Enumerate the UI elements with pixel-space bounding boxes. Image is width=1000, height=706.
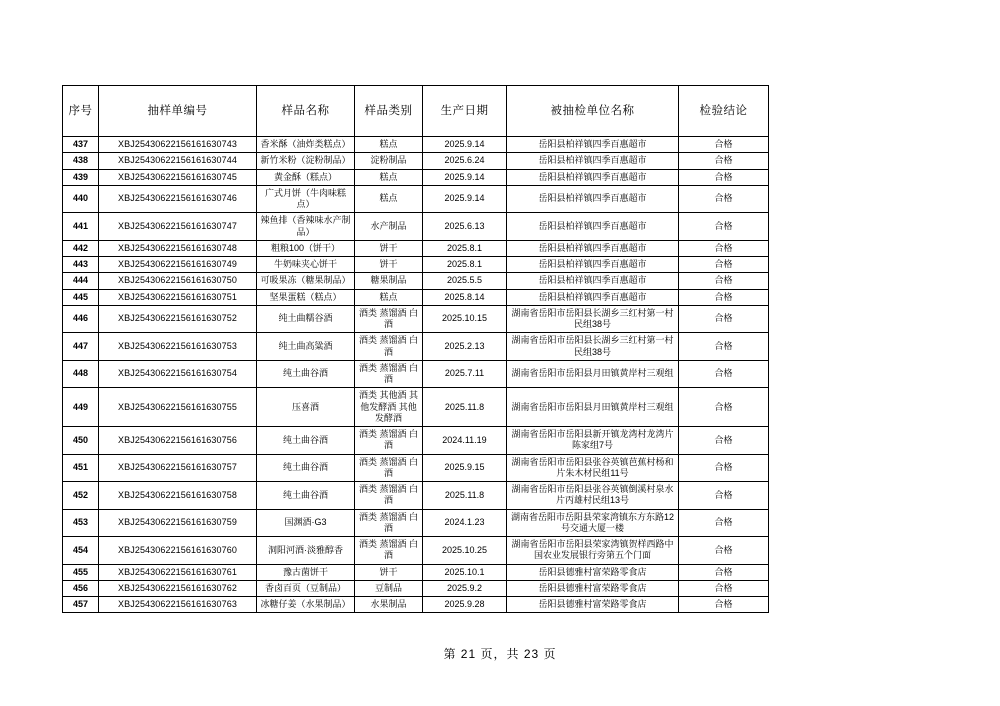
cell-inspected-unit: 湖南省岳阳市岳阳县长湖乡三红村第一村民组38号 <box>507 333 679 361</box>
cell-inspected-unit: 湖南省岳阳市岳阳县张谷英镇倒溪村泉水片丙雄村民组13号 <box>507 482 679 510</box>
table-row <box>63 360 769 388</box>
cell-production-date: 2025.9.14 <box>423 169 507 185</box>
cell-index: 438 <box>63 153 99 169</box>
cell-index: 455 <box>63 564 99 580</box>
cell-sample-name: 洞阳河酒·淡雅醇香 <box>257 537 355 565</box>
cell-sample-name: 牛奶味夹心饼干 <box>257 257 355 273</box>
column-header-inspected-unit: 被抽检单位名称 <box>507 86 679 137</box>
cell-inspected-unit: 湖南省岳阳市岳阳县月田镇黄岸村三观组 <box>507 360 679 388</box>
cell-sample-name: 纯土曲谷酒 <box>257 482 355 510</box>
cell-sampling-number: XBJ25430622156161630754 <box>99 360 257 388</box>
cell-sample-name: 豫古菌饼干 <box>257 564 355 580</box>
cell-sample-name: 可吸果冻（糖果制品） <box>257 273 355 289</box>
cell-sample-name: 广式月饼（牛肉味糕点） <box>257 185 355 213</box>
cell-inspected-unit: 岳阳县柏祥镇四季百惠超市 <box>507 273 679 289</box>
cell-conclusion: 合格 <box>679 305 769 333</box>
cell-inspected-unit: 湖南省岳阳市岳阳县荣家湾镇东方东路12号交通大厦一楼 <box>507 509 679 537</box>
cell-index: 440 <box>63 185 99 213</box>
cell-inspected-unit: 岳阳县德雅村富荣路零食店 <box>507 564 679 580</box>
cell-sampling-number: XBJ25430622156161630748 <box>99 240 257 256</box>
cell-sample-name: 香卤百页（豆制品） <box>257 580 355 596</box>
table-row <box>63 257 769 273</box>
cell-sample-category: 水果制品 <box>355 597 423 613</box>
cell-production-date: 2025.9.15 <box>423 454 507 482</box>
cell-inspected-unit: 岳阳县柏祥镇四季百惠超市 <box>507 137 679 153</box>
inspection-results-table <box>62 85 769 613</box>
cell-index: 457 <box>63 597 99 613</box>
table-row <box>63 454 769 482</box>
cell-sample-category: 糕点 <box>355 185 423 213</box>
table-row <box>63 564 769 580</box>
cell-production-date: 2025.8.1 <box>423 240 507 256</box>
cell-sample-category: 饼干 <box>355 257 423 273</box>
table-header-row <box>63 86 769 137</box>
cell-production-date: 2025.8.1 <box>423 257 507 273</box>
cell-sampling-number: XBJ25430622156161630745 <box>99 169 257 185</box>
cell-index: 456 <box>63 580 99 596</box>
cell-sample-category: 酒类 蒸馏酒 白酒 <box>355 509 423 537</box>
table-row <box>63 509 769 537</box>
table-row <box>63 482 769 510</box>
cell-sample-name: 新竹米粉（淀粉制品） <box>257 153 355 169</box>
cell-index: 444 <box>63 273 99 289</box>
column-header-sample-category: 样品类别 <box>355 86 423 137</box>
cell-inspected-unit: 岳阳县柏祥镇四季百惠超市 <box>507 213 679 241</box>
column-header-conclusion: 检验结论 <box>679 86 769 137</box>
cell-sample-category: 淀粉制品 <box>355 153 423 169</box>
table-row <box>63 333 769 361</box>
cell-sampling-number: XBJ25430622156161630743 <box>99 137 257 153</box>
cell-sample-name: 黄金酥（糕点） <box>257 169 355 185</box>
cell-sampling-number: XBJ25430622156161630747 <box>99 213 257 241</box>
cell-production-date: 2024.1.23 <box>423 509 507 537</box>
cell-inspected-unit: 湖南省岳阳市岳阳县月田镇黄岸村三观组 <box>507 388 679 427</box>
cell-conclusion: 合格 <box>679 289 769 305</box>
cell-sample-category: 酒类 蒸馏酒 白酒 <box>355 537 423 565</box>
cell-sampling-number: XBJ25430622156161630752 <box>99 305 257 333</box>
table-row <box>63 597 769 613</box>
cell-sampling-number: XBJ25430622156161630762 <box>99 580 257 596</box>
cell-sample-name: 冰糖仔姜（水果制品） <box>257 597 355 613</box>
cell-sample-name: 辣鱼排（香辣味水产制品） <box>257 213 355 241</box>
table-row <box>63 580 769 596</box>
cell-production-date: 2025.6.24 <box>423 153 507 169</box>
cell-conclusion: 合格 <box>679 454 769 482</box>
cell-production-date: 2025.5.5 <box>423 273 507 289</box>
table-row <box>63 537 769 565</box>
cell-sample-name: 纯土曲谷酒 <box>257 427 355 455</box>
cell-sampling-number: XBJ25430622156161630759 <box>99 509 257 537</box>
cell-sample-category: 酒类 蒸馏酒 白酒 <box>355 333 423 361</box>
cell-sampling-number: XBJ25430622156161630758 <box>99 482 257 510</box>
cell-conclusion: 合格 <box>679 273 769 289</box>
cell-conclusion: 合格 <box>679 240 769 256</box>
cell-sample-name: 纯土曲谷酒 <box>257 454 355 482</box>
cell-index: 449 <box>63 388 99 427</box>
cell-inspected-unit: 岳阳县柏祥镇四季百惠超市 <box>507 153 679 169</box>
table-row <box>63 289 769 305</box>
table-row <box>63 185 769 213</box>
cell-conclusion: 合格 <box>679 427 769 455</box>
cell-sample-name: 纯土曲糯谷酒 <box>257 305 355 333</box>
cell-conclusion: 合格 <box>679 333 769 361</box>
cell-index: 437 <box>63 137 99 153</box>
cell-conclusion: 合格 <box>679 137 769 153</box>
cell-production-date: 2025.11.8 <box>423 482 507 510</box>
cell-production-date: 2025.8.14 <box>423 289 507 305</box>
cell-inspected-unit: 湖南省岳阳市岳阳县张谷英镇芭蕉村杨和片朱木材民组11号 <box>507 454 679 482</box>
cell-index: 450 <box>63 427 99 455</box>
cell-sample-category: 酒类 蒸馏酒 白酒 <box>355 360 423 388</box>
cell-sample-category: 水产制品 <box>355 213 423 241</box>
cell-inspected-unit: 岳阳县德雅村富荣路零食店 <box>507 580 679 596</box>
cell-inspected-unit: 湖南省岳阳市岳阳县新开镇龙湾村龙湾片陈家组7号 <box>507 427 679 455</box>
cell-production-date: 2025.10.1 <box>423 564 507 580</box>
cell-sample-name: 香米酥（油炸类糕点） <box>257 137 355 153</box>
cell-sampling-number: XBJ25430622156161630753 <box>99 333 257 361</box>
cell-production-date: 2025.9.14 <box>423 137 507 153</box>
cell-sample-name: 坚果蛋糕（糕点） <box>257 289 355 305</box>
table-row <box>63 388 769 427</box>
cell-sampling-number: XBJ25430622156161630744 <box>99 153 257 169</box>
cell-production-date: 2025.2.13 <box>423 333 507 361</box>
cell-conclusion: 合格 <box>679 597 769 613</box>
cell-inspected-unit: 岳阳县柏祥镇四季百惠超市 <box>507 257 679 273</box>
cell-sample-category: 糕点 <box>355 169 423 185</box>
inspection-table-container <box>62 85 768 613</box>
cell-conclusion: 合格 <box>679 482 769 510</box>
cell-conclusion: 合格 <box>679 388 769 427</box>
cell-inspected-unit: 岳阳县德雅村富荣路零食店 <box>507 597 679 613</box>
cell-index: 452 <box>63 482 99 510</box>
cell-sample-name: 国渊酒·G3 <box>257 509 355 537</box>
cell-index: 453 <box>63 509 99 537</box>
cell-sampling-number: XBJ25430622156161630755 <box>99 388 257 427</box>
cell-sampling-number: XBJ25430622156161630750 <box>99 273 257 289</box>
column-header-sample-name: 样品名称 <box>257 86 355 137</box>
cell-conclusion: 合格 <box>679 153 769 169</box>
cell-production-date: 2025.9.28 <box>423 597 507 613</box>
cell-index: 451 <box>63 454 99 482</box>
cell-sample-category: 糕点 <box>355 289 423 305</box>
cell-conclusion: 合格 <box>679 580 769 596</box>
cell-sample-name: 粗粮100（饼干） <box>257 240 355 256</box>
cell-sample-category: 糖果制品 <box>355 273 423 289</box>
column-header-production-date: 生产日期 <box>423 86 507 137</box>
page-footer: 第 21 页，共 23 页 <box>443 647 557 661</box>
cell-sample-category: 酒类 蒸馏酒 白酒 <box>355 305 423 333</box>
cell-conclusion: 合格 <box>679 257 769 273</box>
cell-production-date: 2025.7.11 <box>423 360 507 388</box>
cell-sampling-number: XBJ25430622156161630763 <box>99 597 257 613</box>
cell-index: 443 <box>63 257 99 273</box>
cell-conclusion: 合格 <box>679 360 769 388</box>
cell-sample-category: 酒类 蒸馏酒 白酒 <box>355 482 423 510</box>
cell-conclusion: 合格 <box>679 185 769 213</box>
table-row <box>63 273 769 289</box>
table-row <box>63 169 769 185</box>
cell-sampling-number: XBJ25430622156161630757 <box>99 454 257 482</box>
cell-conclusion: 合格 <box>679 564 769 580</box>
cell-inspected-unit: 岳阳县柏祥镇四季百惠超市 <box>507 185 679 213</box>
cell-inspected-unit: 湖南省岳阳市岳阳县荣家湾镇贺样西路中国农业发展银行旁第五个门面 <box>507 537 679 565</box>
cell-inspected-unit: 岳阳县柏祥镇四季百惠超市 <box>507 289 679 305</box>
cell-sample-category: 饼干 <box>355 240 423 256</box>
cell-index: 454 <box>63 537 99 565</box>
cell-sampling-number: XBJ25430622156161630760 <box>99 537 257 565</box>
cell-sample-name: 纯土曲谷酒 <box>257 360 355 388</box>
table-row <box>63 427 769 455</box>
column-header-sampling-number: 抽样单编号 <box>99 86 257 137</box>
cell-production-date: 2025.11.8 <box>423 388 507 427</box>
cell-index: 448 <box>63 360 99 388</box>
cell-sample-category: 酒类 蒸馏酒 白酒 <box>355 427 423 455</box>
table-body <box>63 137 769 613</box>
cell-inspected-unit: 岳阳县柏祥镇四季百惠超市 <box>507 169 679 185</box>
table-row <box>63 153 769 169</box>
cell-sample-name: 纯土曲高粱酒 <box>257 333 355 361</box>
table-row <box>63 240 769 256</box>
cell-production-date: 2025.9.14 <box>423 185 507 213</box>
cell-sampling-number: XBJ25430622156161630751 <box>99 289 257 305</box>
cell-inspected-unit: 湖南省岳阳市岳阳县长湖乡三红村第一村民组38号 <box>507 305 679 333</box>
table-row <box>63 305 769 333</box>
cell-sample-category: 豆制品 <box>355 580 423 596</box>
cell-sample-category: 酒类 其他酒 其他发酵酒 其他发酵酒 <box>355 388 423 427</box>
cell-sample-category: 饼干 <box>355 564 423 580</box>
cell-index: 446 <box>63 305 99 333</box>
cell-inspected-unit: 岳阳县柏祥镇四季百惠超市 <box>507 240 679 256</box>
cell-production-date: 2025.9.2 <box>423 580 507 596</box>
cell-sampling-number: XBJ25430622156161630746 <box>99 185 257 213</box>
cell-sample-category: 糕点 <box>355 137 423 153</box>
cell-index: 445 <box>63 289 99 305</box>
cell-conclusion: 合格 <box>679 537 769 565</box>
column-header-index: 序号 <box>63 86 99 137</box>
cell-sampling-number: XBJ25430622156161630749 <box>99 257 257 273</box>
cell-sampling-number: XBJ25430622156161630761 <box>99 564 257 580</box>
cell-conclusion: 合格 <box>679 169 769 185</box>
cell-production-date: 2025.10.15 <box>423 305 507 333</box>
cell-index: 439 <box>63 169 99 185</box>
cell-conclusion: 合格 <box>679 213 769 241</box>
cell-sampling-number: XBJ25430622156161630756 <box>99 427 257 455</box>
cell-production-date: 2024.11.19 <box>423 427 507 455</box>
table-row <box>63 213 769 241</box>
cell-index: 442 <box>63 240 99 256</box>
cell-production-date: 2025.6.13 <box>423 213 507 241</box>
cell-conclusion: 合格 <box>679 509 769 537</box>
cell-production-date: 2025.10.25 <box>423 537 507 565</box>
cell-sample-name: 压喜酒 <box>257 388 355 427</box>
table-row <box>63 137 769 153</box>
cell-index: 447 <box>63 333 99 361</box>
cell-sample-category: 酒类 蒸馏酒 白酒 <box>355 454 423 482</box>
table-header <box>63 86 769 137</box>
cell-index: 441 <box>63 213 99 241</box>
